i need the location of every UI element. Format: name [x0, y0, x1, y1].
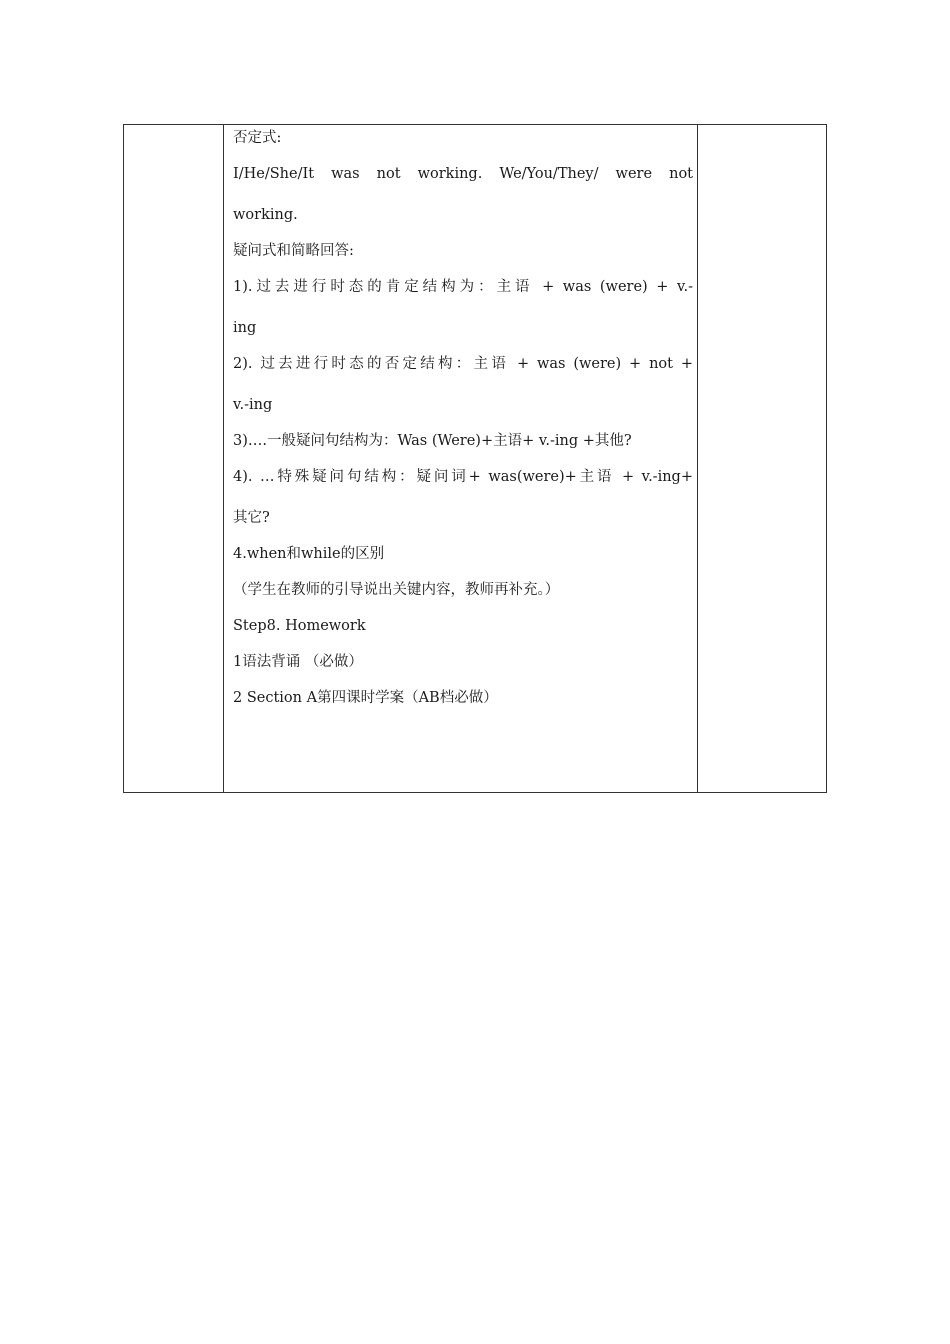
rule-1-continued: ing	[233, 320, 257, 336]
rule-4-line: 4). …特殊疑问句结构：疑问词+ was(were)+主语 + v.-ing+	[233, 469, 693, 485]
content-cell	[224, 125, 698, 793]
question-form-heading: 疑问式和简略回答:	[233, 243, 354, 259]
teacher-note: （学生在教师的引导说出关键内容，教师再补充。）	[233, 582, 560, 598]
lesson-table	[123, 124, 827, 793]
right-column-cell	[698, 125, 827, 793]
negative-form-heading: 否定式:	[233, 130, 282, 146]
homework-item-1: 1语法背诵 （必做）	[233, 654, 363, 670]
left-column-cell	[124, 125, 224, 793]
rule-2-line: 2). 过去进行时态的否定结构：主语 + was (were) + not +	[233, 356, 693, 372]
when-while-heading: 4.when和while的区别	[233, 546, 385, 562]
negative-example-line: I/He/She/It was not working. We/You/They/ were not	[233, 166, 693, 182]
negative-example-continued: working.	[233, 207, 298, 223]
step8-heading: Step8. Homework	[233, 618, 366, 634]
rule-3-line: 3)….一般疑问句结构为：Was (Were)+主语+ v.-ing +其他?	[233, 433, 632, 449]
rule-1-line: 1).过去进行时态的肯定结构为：主语 + was (were) + v.-	[233, 279, 693, 295]
rule-2-continued: v.-ing	[233, 397, 273, 413]
rule-4-continued: 其它?	[233, 510, 270, 526]
homework-item-2: 2 Section A第四课时学案（AB档必做）	[233, 690, 498, 706]
